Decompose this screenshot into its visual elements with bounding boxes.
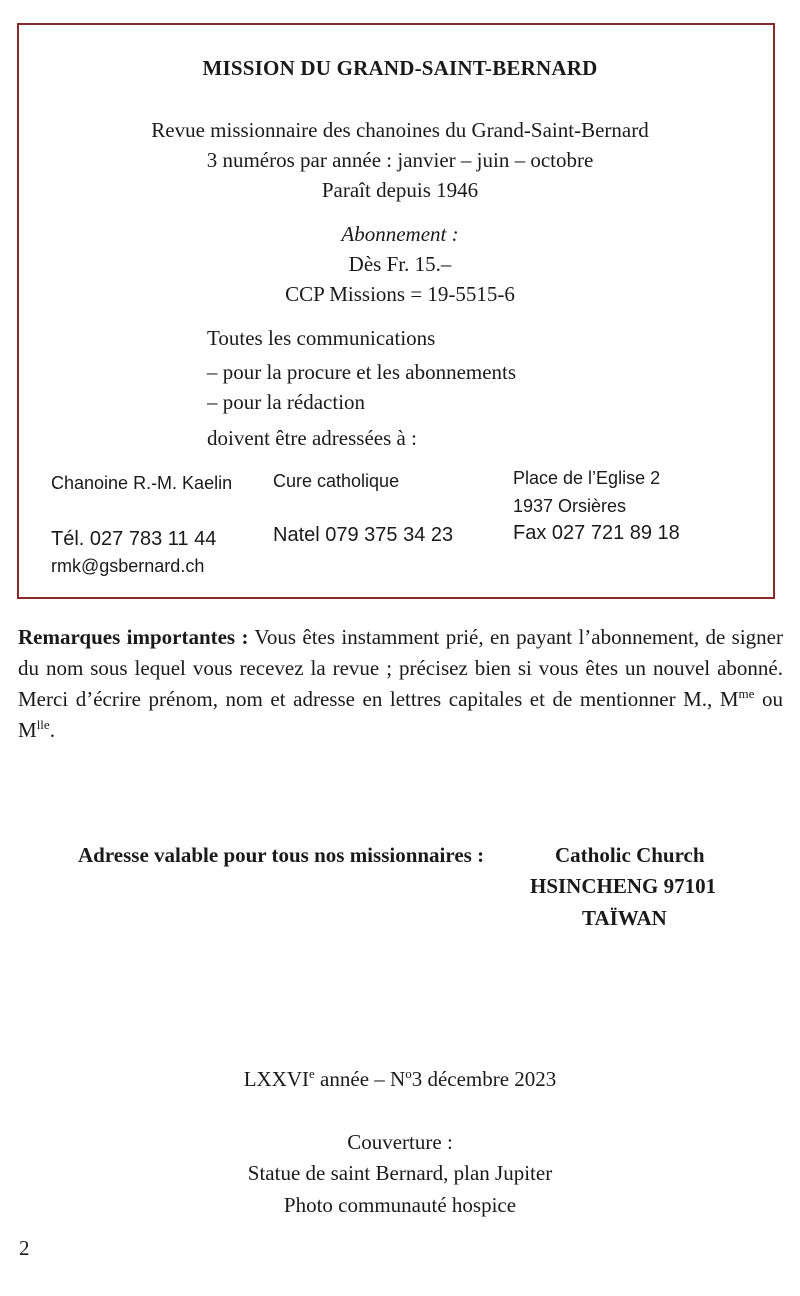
contact-city: 1937 Orsières xyxy=(513,496,627,516)
remarks-sup-lle: lle xyxy=(36,717,50,732)
remarks-text: Vous êtes instamment prié, en payant l’abonnement, de signer du nom sous lequel vous recevez la revue ; précisez bien si vous êtes un nouvel abonné. Merci d’écrire prénom, nom et adresse en lettres capitales et de mentionner M., M xyxy=(18,625,783,711)
issue-mid: année – N xyxy=(314,1067,406,1091)
communications-outro: doivent être adressées à : xyxy=(207,426,417,450)
missionaries-line3: TAÏWAN xyxy=(582,906,667,930)
missionaries-line1: Catholic Church xyxy=(555,843,705,867)
cover-line2: Photo communauté hospice xyxy=(283,1193,517,1217)
subscription-label: Abonnement : xyxy=(341,222,459,246)
remarks-text-or: ou M xyxy=(18,687,784,742)
communications-item-procure: – pour la procure et les abonnements xyxy=(207,360,517,384)
revue-description: Revue missionnaire des chanoines du Grand-Saint-Bernard xyxy=(151,118,649,142)
page-title: MISSION DU GRAND-SAINT-BERNARD xyxy=(202,56,598,80)
communications-item-redaction: – pour la rédaction xyxy=(207,390,366,414)
issue-sup-o: o xyxy=(405,1066,412,1081)
cover-line1: Statue de saint Bernard, plan Jupiter xyxy=(247,1161,553,1185)
remarks-text-end: . xyxy=(49,718,55,742)
remarks-paragraph xyxy=(18,622,783,746)
issue-line xyxy=(0,1067,800,1092)
issue-date: 3 décembre 2023 xyxy=(411,1067,557,1091)
remarks-label: Remarques importantes : xyxy=(18,625,249,649)
contact-tel: Tél. 027 783 11 44 xyxy=(51,528,217,550)
communications-intro: Toutes les communications xyxy=(207,326,436,350)
cover-label: Couverture : xyxy=(347,1130,453,1154)
page-number: 2 xyxy=(19,1236,30,1260)
since-year: Paraît depuis 1946 xyxy=(321,178,479,202)
contact-natel: Natel 079 375 34 23 xyxy=(273,524,454,546)
contact-email[interactable]: rmk@gsbernard.ch xyxy=(51,556,205,576)
subscription-price: Dès Fr. 15.– xyxy=(348,252,452,276)
missionaries-label: Adresse valable pour tous nos missionnaires : xyxy=(78,843,485,867)
contact-name: Chanoine R.-M. Kaelin xyxy=(51,473,233,493)
issue-volume: LXXVI xyxy=(243,1067,310,1091)
missionaries-line2: HSINCHENG 97101 xyxy=(530,874,717,898)
contact-fax: Fax 027 721 89 18 xyxy=(513,522,680,544)
contact-street: Place de l’Eglise 2 xyxy=(513,468,661,488)
issue-frequency: 3 numéros par année : janvier – juin – octobre xyxy=(206,148,594,172)
issue-sup-e: e xyxy=(309,1066,315,1081)
remarks-sup-me: me xyxy=(738,686,755,701)
info-frame xyxy=(17,23,775,599)
ccp-number: CCP Missions = 19-5515-6 xyxy=(285,282,515,306)
contact-place: Cure catholique xyxy=(273,471,400,491)
